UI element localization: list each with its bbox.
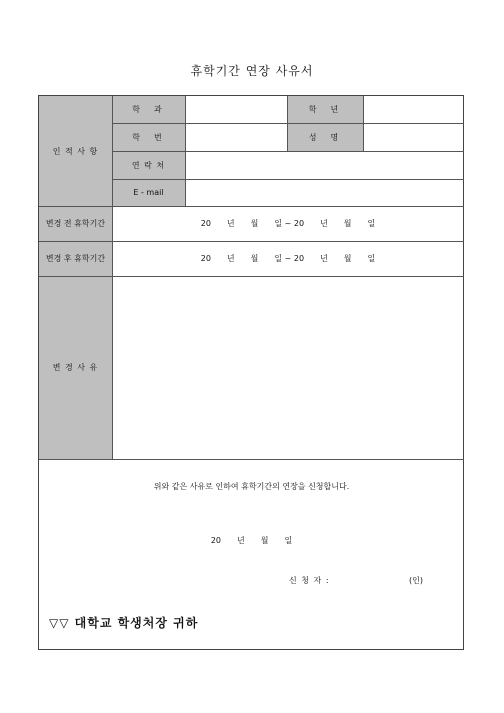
grid-line xyxy=(39,276,464,277)
period-after-field[interactable] xyxy=(112,241,464,276)
grid-line xyxy=(185,96,186,206)
period-after-label: 변경 후 휴학기간 xyxy=(45,254,106,263)
period-before-label-cell xyxy=(39,206,112,241)
contact-label-cell xyxy=(112,151,185,179)
grade-label: 학 년 xyxy=(308,105,342,114)
reason-label: 변 경 사 유 xyxy=(52,363,99,372)
reason-label-cell xyxy=(39,276,112,459)
email-label: E - mail xyxy=(133,188,164,197)
department-field[interactable] xyxy=(185,96,287,123)
grid-line xyxy=(39,241,464,242)
document-title: 휴학기간 연장 사유서 xyxy=(190,64,314,78)
student-id-label: 학 번 xyxy=(132,132,165,142)
student-id-field[interactable] xyxy=(185,123,287,151)
grade-field[interactable] xyxy=(363,96,464,123)
contact-field[interactable] xyxy=(185,151,464,179)
email-field[interactable] xyxy=(185,179,464,206)
grid-line xyxy=(112,151,464,152)
declaration-statement: 위와 같은 사유로 인하여 휴학기간의 연장을 신청합니다. xyxy=(153,481,350,491)
department-label: 학 과 xyxy=(132,105,165,114)
addressee-line: ▽▽ 대학교 학생처장 귀하 xyxy=(49,616,199,630)
grid-line xyxy=(112,96,113,459)
period-after-value: 20 년 월 일 ~ 20 년 월 일 xyxy=(200,254,376,263)
reason-field[interactable] xyxy=(112,276,464,459)
period-before-field[interactable] xyxy=(112,206,464,241)
applicant-label: 신 청 자 : xyxy=(289,575,330,585)
personal-info-label: 인 적 사 항 xyxy=(52,146,99,156)
email-label-cell xyxy=(112,179,185,206)
seal-mark: (인) xyxy=(409,575,423,585)
period-after-label-cell xyxy=(39,241,112,276)
grid-line xyxy=(363,96,364,151)
name-field[interactable] xyxy=(363,123,464,151)
grid-line xyxy=(112,123,464,124)
grid-line xyxy=(39,459,464,460)
contact-label: 연 락 처 xyxy=(131,160,166,170)
department-label-cell xyxy=(112,96,185,123)
personal-info-label-cell xyxy=(39,96,112,206)
period-before-value: 20 년 월 일 ~ 20 년 월 일 xyxy=(200,219,376,228)
name-label: 성 명 xyxy=(308,132,342,142)
grid-line xyxy=(39,206,464,207)
grade-label-cell xyxy=(287,96,363,123)
declaration-date: 20 년 월 일 xyxy=(210,535,293,545)
grid-line xyxy=(287,96,288,151)
name-label-cell xyxy=(287,123,363,151)
period-before-label: 변경 전 휴학기간 xyxy=(45,219,106,228)
grid-line xyxy=(112,179,464,180)
student-id-label-cell xyxy=(112,123,185,151)
application-form xyxy=(38,95,464,650)
